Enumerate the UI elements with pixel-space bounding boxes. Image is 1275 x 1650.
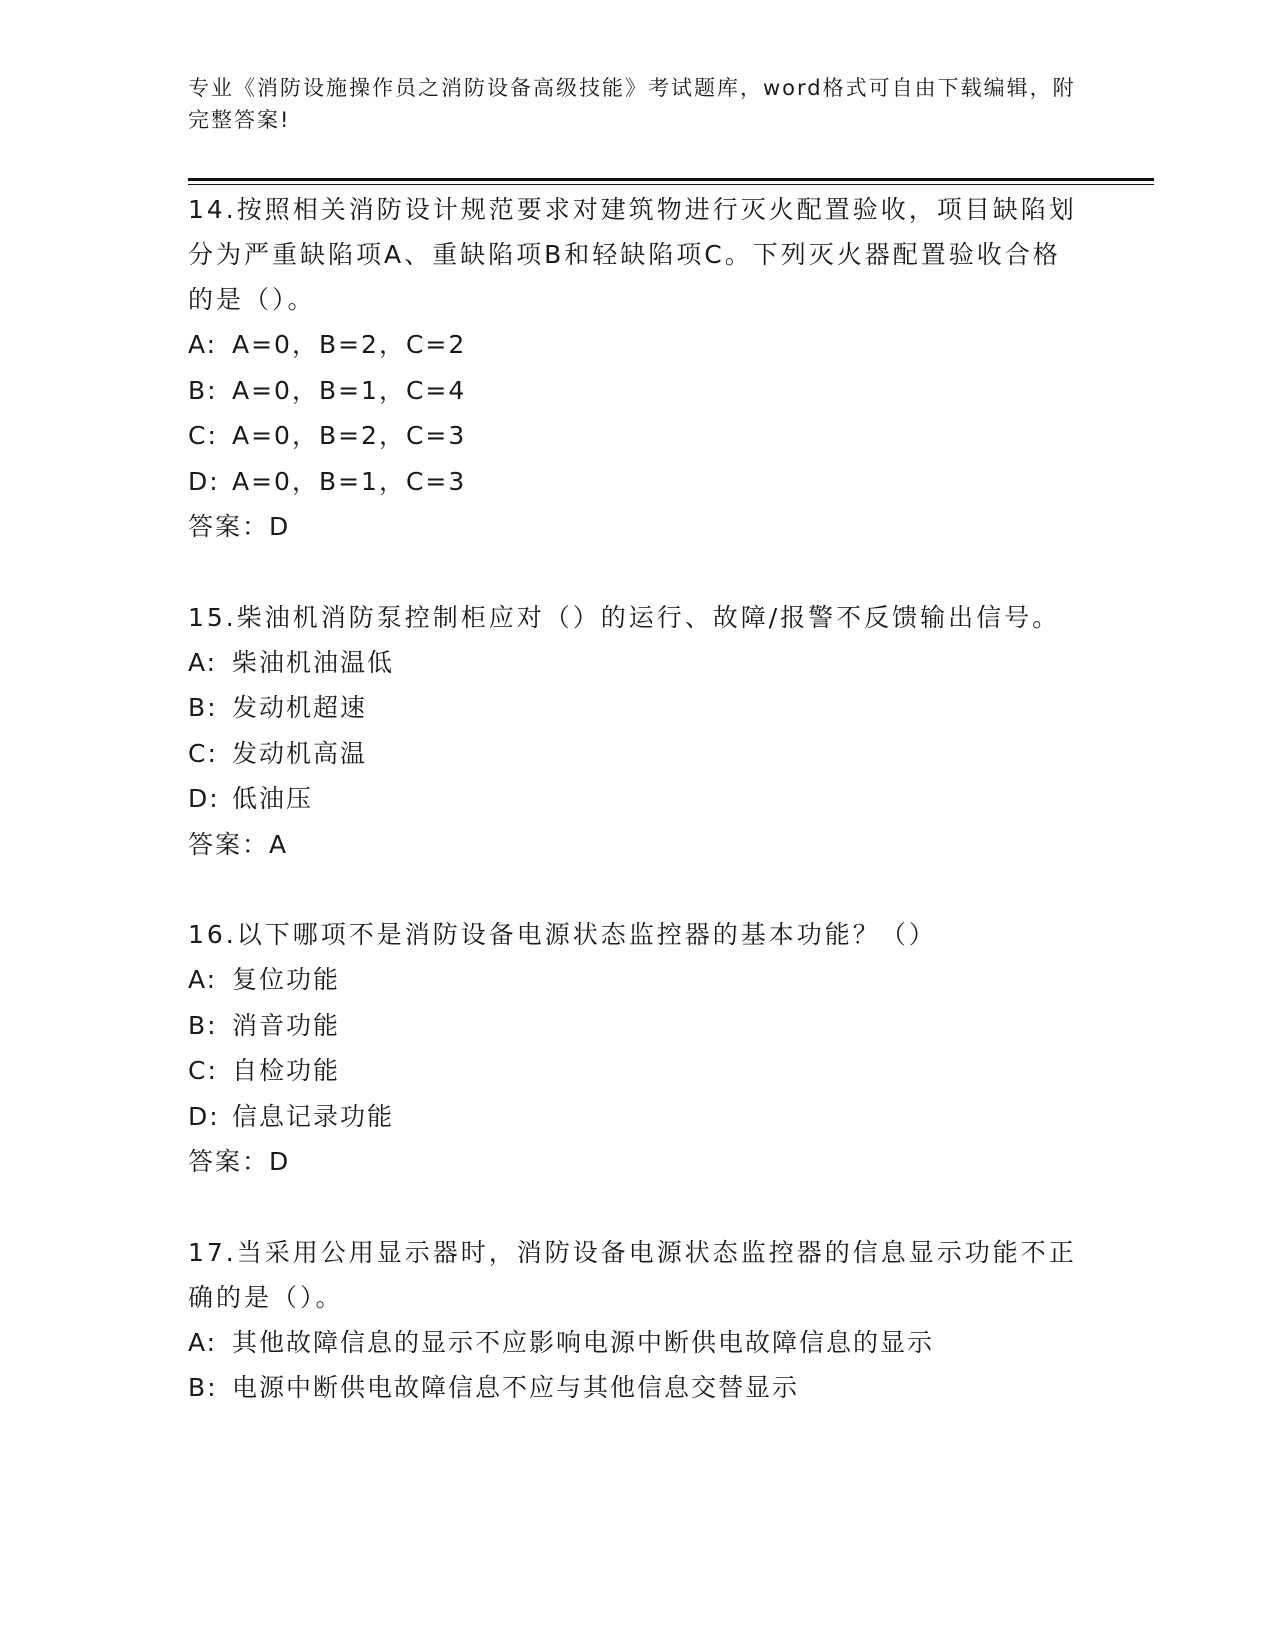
option-text: 发动机高温 xyxy=(232,738,368,768)
option-b xyxy=(188,1003,1088,1049)
question-text: 16.以下哪项不是消防设备电源状态监控器的基本功能？（） xyxy=(188,920,937,949)
option-key: D: xyxy=(188,1101,220,1131)
question-list xyxy=(188,187,1088,1456)
option-text: A=0，B=2，C=2 xyxy=(232,330,467,359)
option-text: A=0，B=2，C=3 xyxy=(232,421,467,450)
option-key: B: xyxy=(188,693,218,722)
option-key: C: xyxy=(188,1056,218,1085)
header-divider-thick xyxy=(188,178,1154,181)
option-a xyxy=(188,640,1088,686)
question-text: 17.当采用公用显示器时，消防设备电源状态监控器的信息显示功能不正确的是（）。 xyxy=(188,1237,1077,1312)
option-key: D: xyxy=(188,784,220,813)
option-key: B: xyxy=(188,1010,218,1040)
option-d xyxy=(188,459,1088,505)
option-key: A: xyxy=(188,1327,218,1357)
question-14 xyxy=(188,187,1088,550)
option-c xyxy=(188,1048,1088,1094)
option-d xyxy=(188,1094,1088,1140)
question-text: 15.柴油机消防泵控制柜应对（）的运行、故障/报警不反馈输出信号。 xyxy=(188,602,1061,632)
option-text: 电源中断供电故障信息不应与其他信息交替显示 xyxy=(232,1373,800,1402)
option-b xyxy=(188,685,1088,731)
option-key: A: xyxy=(188,965,218,994)
option-key: A: xyxy=(188,330,218,359)
option-b xyxy=(188,1365,1088,1411)
question-17 xyxy=(188,1230,1088,1411)
option-key: A: xyxy=(188,647,218,677)
option-c xyxy=(188,413,1088,459)
answer-line: 答案：A xyxy=(188,829,289,859)
option-text: 复位功能 xyxy=(232,965,341,994)
option-text: 低油压 xyxy=(232,784,314,813)
option-text: 消音功能 xyxy=(232,1010,341,1040)
option-key: C: xyxy=(188,421,218,450)
option-key: B: xyxy=(188,1373,218,1402)
option-a xyxy=(188,322,1088,368)
option-c xyxy=(188,731,1088,777)
option-a xyxy=(188,1320,1088,1366)
option-text: A=0，B=1，C=4 xyxy=(232,375,467,405)
option-key: C: xyxy=(188,738,218,768)
option-text: 信息记录功能 xyxy=(232,1101,395,1131)
option-key: B: xyxy=(188,375,218,405)
question-text: 14.按照相关消防设计规范要求对建筑物进行灭火配置验收，项目缺陷划分为严重缺陷项A、重缺陷项B和轻缺陷项C。下列灭火器配置验收合格的是（）。 xyxy=(188,195,1077,314)
option-a xyxy=(188,957,1088,1003)
option-text: 其他故障信息的显示不应影响电源中断供电故障信息的显示 xyxy=(232,1327,935,1357)
answer-line: 答案：D xyxy=(188,512,291,541)
question-15 xyxy=(188,595,1088,868)
option-d xyxy=(188,776,1088,822)
option-key: D: xyxy=(188,466,220,496)
header-divider-thin xyxy=(188,184,1154,185)
option-text: A=0，B=1，C=3 xyxy=(232,466,467,496)
option-text: 发动机超速 xyxy=(232,693,368,722)
option-text: 柴油机油温低 xyxy=(232,647,395,677)
option-b xyxy=(188,368,1088,414)
header-intro: 专业《消防设施操作员之消防设备高级技能》考试题库，word格式可自由下载编辑，附完整答案! xyxy=(188,76,1076,132)
question-16 xyxy=(188,912,1088,1185)
answer-line: 答案：D xyxy=(188,1147,291,1176)
option-text: 自检功能 xyxy=(232,1056,341,1085)
